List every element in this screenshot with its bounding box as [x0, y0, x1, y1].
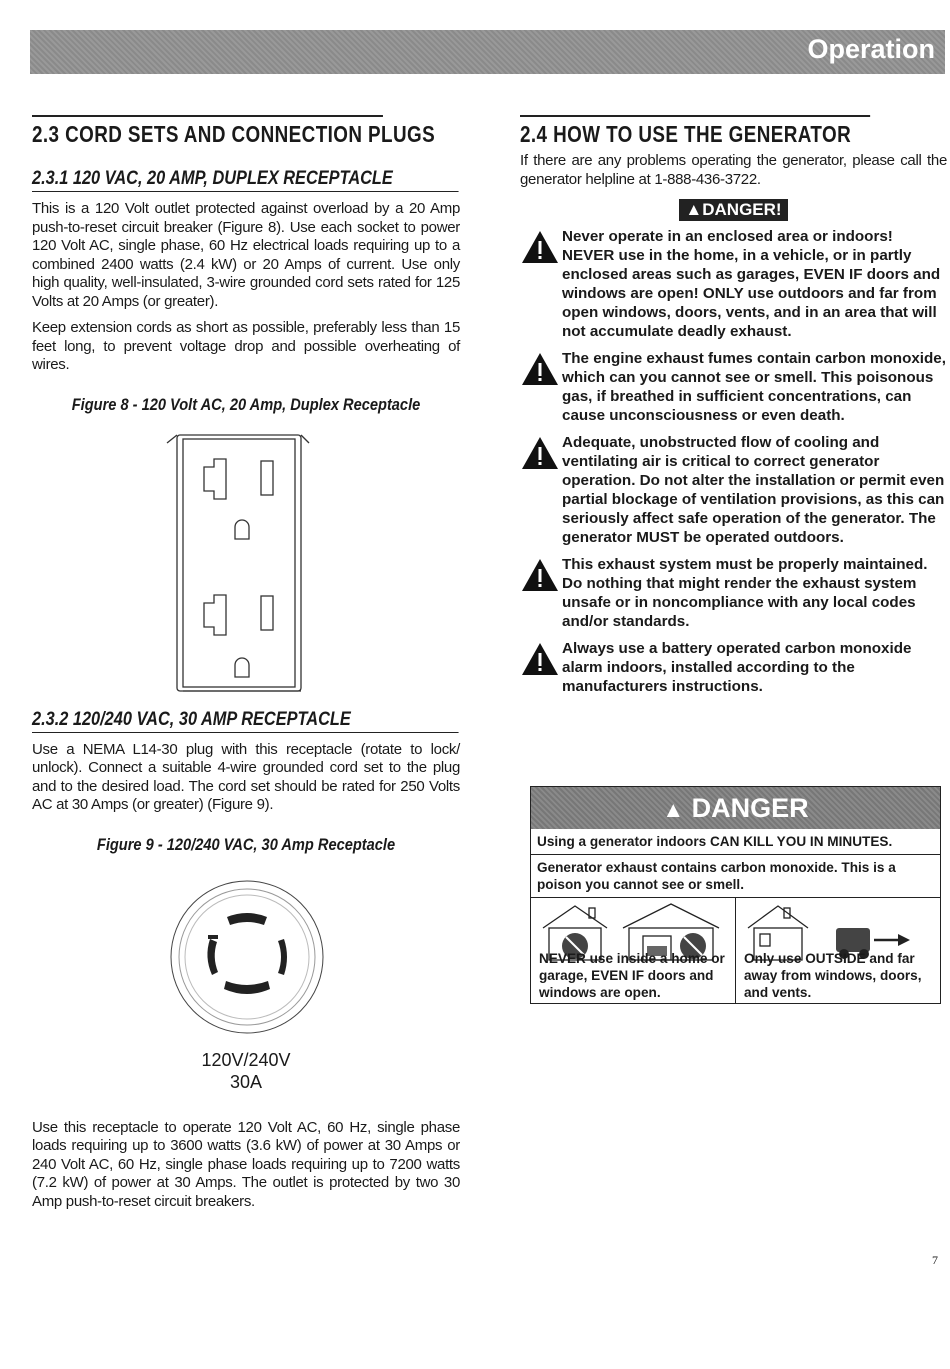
subsection-title-2-3-2: 2.3.2 120/240 VAC, 30 AMP RECEPTACLE: [32, 709, 459, 733]
left-column: [32, 115, 460, 1211]
danger-box-title: DANGER: [691, 793, 809, 823]
figure-8-caption: Figure 8 - 120 Volt AC, 20 Amp, Duplex Receptacle: [71, 394, 421, 414]
warning-triangle-icon: [520, 557, 560, 593]
warning-item-1: Never operate in an enclosed area or indoors! NEVER use in the home, in a vehicle, or in partly enclosed areas such as garages, EVEN IF doors and windows are open! ONLY use outdoors and far from open windows, doors, vents, and in an area that will not accumulate deadly exhaust.: [520, 227, 947, 341]
page-number: 7: [932, 1253, 938, 1267]
subsection-title-2-3-1: 2.3.1 120 VAC, 20 AMP, DUPLEX RECEPTACLE: [32, 168, 459, 192]
warning-triangle-icon: [520, 435, 560, 471]
danger-box: [530, 786, 941, 1004]
right-column: [520, 115, 947, 696]
warning-item-2: The engine exhaust fumes contain carbon monoxide, which can you cannot see or smell. This poisonous gas, if breathed in sufficient concentrations, can cause unconsciousness or even death.: [520, 349, 947, 425]
danger-box-header: [531, 787, 940, 829]
figure-9-label-voltage: 120V/240V: [201, 1049, 291, 1070]
warning-item-5: Always use a battery operated carbon monoxide alarm indoors, installed according to the manufacturers instructions.: [520, 639, 947, 696]
warning-item-3: Adequate, unobstructed flow of cooling and ventilating air is critical to correct generator operation. Do not alter the installation or permit even partial blockage of ventilation provisions, as this can seriously affect safe operation of the generator. The generator MUST be operated outdoors.: [520, 433, 947, 547]
warning-item-4: This exhaust system must be properly maintained. Do nothing that might render the exhaust system unsafe or in noncompliance with any local codes and/or standards.: [520, 555, 947, 631]
paragraph-2-3-2-a: Use a NEMA L14-30 plug with this receptacle (rotate to lock/ unlock). Connect a suitable 4-wire grounded cord set to the plug and to the desired load. The cord set should be rated for 250 Volts AC at 30 Amps (or greater) (Figure 9).: [32, 740, 460, 813]
figure-9-label: [32, 1049, 460, 1093]
warning-triangle-icon: [520, 641, 560, 677]
warning-triangle-icon: ▲: [685, 200, 703, 219]
danger-box-outside-text: Only use OUTSIDE and far away from windows, doors, and vents.: [744, 951, 922, 1000]
paragraph-2-3-1-b: Keep extension cords as short as possible, preferably less than 15 feet long, to prevent voltage drop and possible overheating of wires.: [32, 319, 460, 373]
paragraph-2-3-2-b: Use this receptacle to operate 120 Volt AC, 60 Hz, single phase loads requiring up to 3600 watts (3.6 kW) of power at 30 Amps or 240 Volt AC, 60 Hz, single phase loads requiring up to 7200 watts (7.2 kW) of power at 30 Amps. The outlet is protected by two 30 Amp push-to-reset circuit breakers.: [32, 1118, 460, 1210]
warning-triangle-icon: [520, 351, 560, 387]
paragraph-2-3-1-a: This is a 120 Volt outlet protected against overload by a 20 Amp push-to-reset circuit breaker (Figure 8). Use each socket to power 120 Volt AC, single phase, 60 Hz electrical loads requiring up to a combined 2400 watts (2.4 kW) or 20 Amps of current. Use only high quality, well-insulated, 3-wire grounded cord sets rated for 125 Volts at 20 Amps (or greater).: [32, 200, 460, 310]
twist-lock-receptacle-illustration: [32, 867, 460, 1047]
danger-box-cell-never: [531, 898, 735, 1003]
danger-box-never-text: NEVER use inside a home or garage, EVEN IF doors and windows are open.: [539, 951, 725, 1000]
intro-paragraph: If there are any problems operating the generator, please call the generator helpline at 1-888-436-3722.: [520, 152, 947, 188]
section-title-2-4: 2.4 HOW TO USE THE GENERATOR: [520, 115, 870, 148]
danger-box-line-2: Generator exhaust contains carbon monoxide. This is a poison you cannot see or smell.: [537, 860, 896, 892]
danger-box-illustrations: [531, 897, 940, 1003]
danger-label: ▲DANGER!: [679, 199, 787, 221]
figure-9-label-amps: 30A: [229, 1071, 263, 1092]
warning-triangle-icon: ▲: [662, 797, 685, 822]
warning-triangle-icon: [520, 229, 560, 265]
danger-box-cell-outside: [735, 898, 940, 1003]
header-band: [30, 30, 945, 74]
section-title-2-3: 2.3 CORD SETS AND CONNECTION PLUGS: [32, 115, 383, 148]
header-title: Operation: [807, 34, 935, 64]
figure-9-caption: Figure 9 - 120/240 VAC, 30 Amp Receptacle: [96, 834, 396, 854]
duplex-receptacle-illustration: [32, 429, 460, 699]
danger-box-line-1: Using a generator indoors CAN KILL YOU IN MINUTES.: [531, 829, 940, 855]
